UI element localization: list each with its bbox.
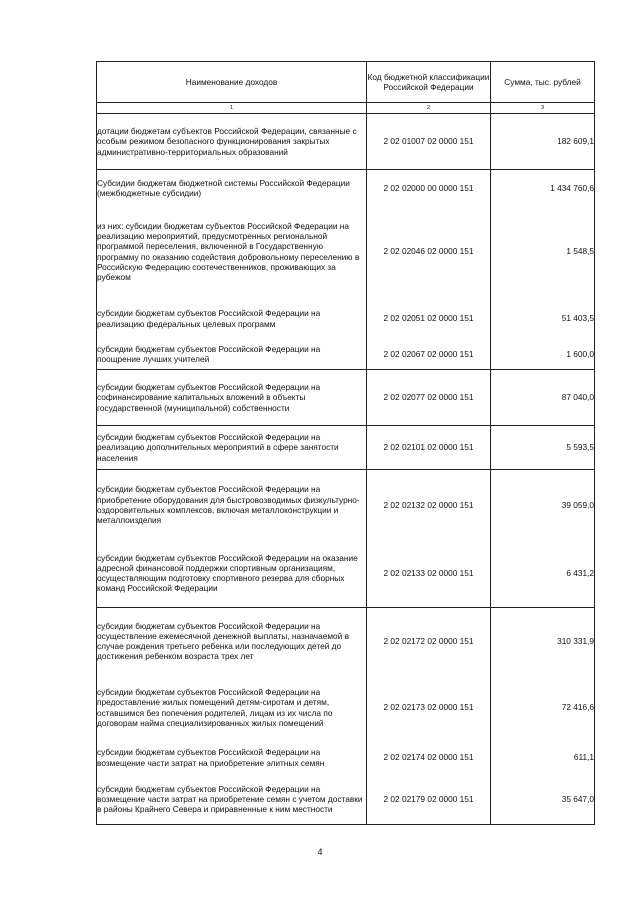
income-name: субсидии бюджетам субъектов Российской Федерации на реализацию федеральных целевых программ [97,298,367,340]
income-name: субсидии бюджетам субъектов Российской Федерации на приобретение оборудования для быстровозводимых физкультурно-оздоровительных комплексов, включая металлоконструкции и металлоизделия [97,470,367,540]
budget-code: 2 02 02077 02 0000 151 [367,370,491,426]
income-name: субсидии бюджетам субъектов Российской Федерации на софинансирование капитальных вложений в объекты государственной (муниципальной) собственности [97,370,367,426]
table-row [97,775,595,825]
page-number: 4 [317,847,323,857]
budget-code: 2 02 02172 02 0000 151 [367,608,491,675]
income-name: субсидии бюджетам субъектов Российской Федерации на осуществление ежемесячной денежной выплаты, назначаемой в случае рождения третьего ребенка или последующих детей до достижения ребенком возраста трех лет [97,608,367,675]
amount: 6 431,2 [491,540,595,608]
table-row [97,426,595,470]
amount: 1 548,5 [491,206,595,298]
amount: 39 059,0 [491,470,595,540]
column-header-code: Код бюджетной классификации Российской Федерации [367,62,491,103]
budget-code: 2 02 02179 02 0000 151 [367,775,491,825]
amount: 5 593,5 [491,426,595,470]
column-header-name: Наименование доходов [97,62,367,103]
income-name: субсидии бюджетам субъектов Российской Федерации на возмещение части затрат на приобретение элитных семян [97,741,367,775]
table-row [97,675,595,741]
budget-code: 2 02 01007 02 0000 151 [367,114,491,170]
income-name: дотации бюджетам субъектов Российской Федерации, связанные с особым режимом безопасного функционирования закрытых административно-территориальных образований [97,114,367,170]
budget-code: 2 02 02046 02 0000 151 [367,206,491,298]
amount: 1 600,0 [491,340,595,370]
column-number: 1 [97,103,367,114]
table-row [97,340,595,370]
income-name: субсидии бюджетам субъектов Российской Федерации на поощрение лучших учителей [97,340,367,370]
table-row [97,540,595,608]
amount: 72 416,6 [491,675,595,741]
table-row [97,298,595,340]
amount: 87 040,0 [491,370,595,426]
table-row [97,741,595,775]
amount: 182 609,1 [491,114,595,170]
column-number: 2 [367,103,491,114]
column-header-amount: Сумма, тыс. рублей [491,62,595,103]
table-row [97,206,595,298]
budget-code: 2 02 02000 00 0000 151 [367,170,491,206]
budget-income-table [96,61,595,825]
income-name: субсидии бюджетам субъектов Российской Федерации на оказание адресной финансовой поддержки спортивным организациям, осуществляющим подготовку спортивного резерва для сборных команд Российской Федерации [97,540,367,608]
table-row [97,470,595,540]
income-name: Субсидии бюджетам бюджетной системы Российской Федерации (межбюджетные субсидии) [97,170,367,206]
table-row [97,608,595,675]
amount: 35 647,0 [491,775,595,825]
table-row [97,114,595,170]
amount: 611,1 [491,741,595,775]
table-row [97,370,595,426]
budget-code: 2 02 02101 02 0000 151 [367,426,491,470]
table-header-row [97,62,595,103]
budget-code: 2 02 02173 02 0000 151 [367,675,491,741]
budget-code: 2 02 02067 02 0000 151 [367,340,491,370]
amount: 51 403,5 [491,298,595,340]
budget-code: 2 02 02174 02 0000 151 [367,741,491,775]
income-name: субсидии бюджетам субъектов Российской Федерации на реализацию дополнительных мероприятий в сфере занятости населения [97,426,367,470]
budget-code: 2 02 02051 02 0000 151 [367,298,491,340]
table-row [97,170,595,206]
column-number-row [97,103,595,114]
income-name: субсидии бюджетам субъектов Российской Федерации на предоставление жилых помещений детям-сиротам и детям, оставшимся без попечения родителей, лицам из их числа по договорам найма специализированных жилых помещений [97,675,367,741]
column-number: 3 [491,103,595,114]
income-name: из них: субсидии бюджетам субъектов Российской Федерации на реализацию мероприятий, предусмотренных региональной программой переселения, включенной в Государственную программу по оказанию содействия добровольному переселению в Российскую Федерацию соотечественников, проживающих за рубежом [97,206,367,298]
income-name: субсидии бюджетам субъектов Российской Федерации на возмещение части затрат на приобретение семян с учетом доставки в районы Крайнего Севера и приравненные к ним местности [97,775,367,825]
amount: 310 331,9 [491,608,595,675]
budget-code: 2 02 02133 02 0000 151 [367,540,491,608]
budget-code: 2 02 02132 02 0000 151 [367,470,491,540]
amount: 1 434 760,6 [491,170,595,206]
